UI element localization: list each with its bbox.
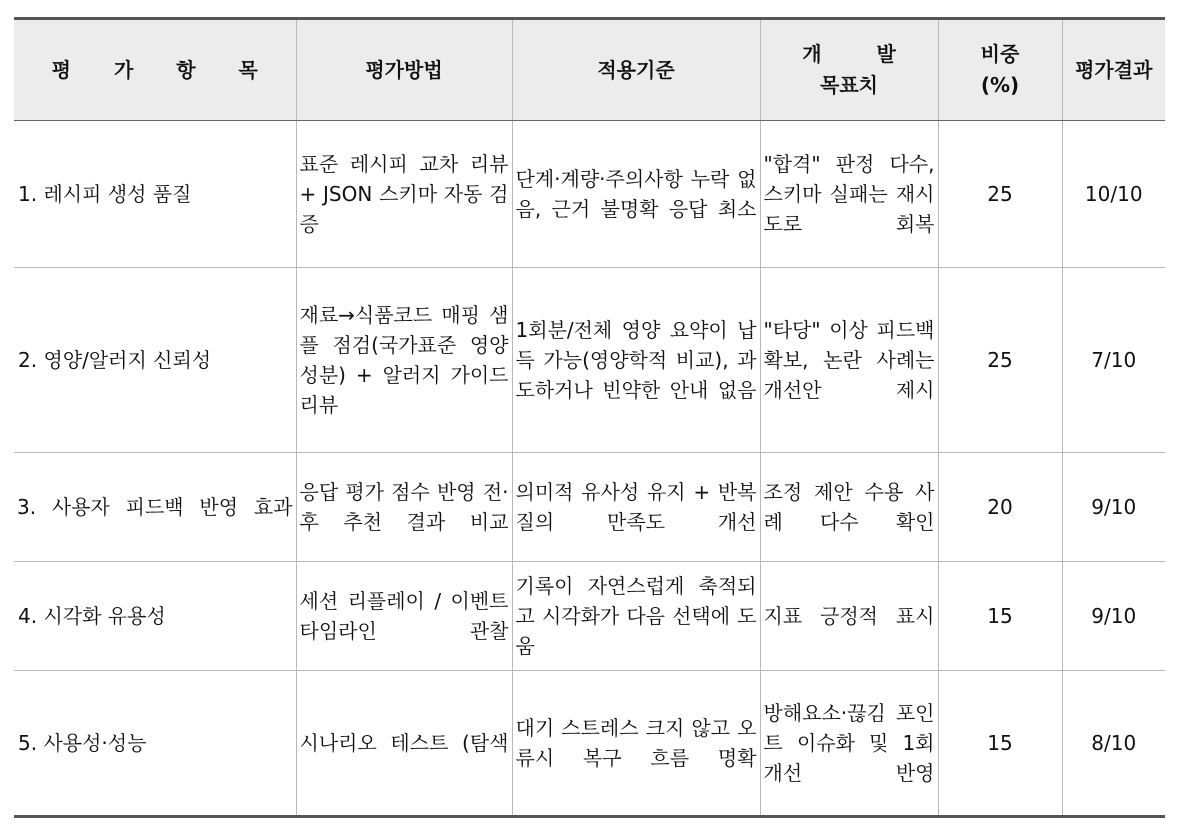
cell-item: 2. 영양/알러지 신뢰성	[14, 268, 296, 453]
cell-criteria: 의미적 유사성 유지 + 반복 질의 만족도 개선	[512, 453, 760, 562]
cell-method: 시나리오 테스트 (탐색	[296, 671, 512, 817]
table-row	[14, 671, 1165, 817]
cell-item: 1. 레시피 생성 품질	[14, 121, 296, 268]
cell-item: 4. 시각화 유용성	[14, 562, 296, 671]
cell-weight: 15	[938, 562, 1062, 671]
cell-method: 재료→식품코드 매핑 샘플 점검(국가표준 영양성분) + 알러지 가이드 리뷰	[296, 268, 512, 453]
cell-method: 응답 평가 점수 반영 전·후 추천 결과 비교	[296, 453, 512, 562]
cell-weight: 25	[938, 268, 1062, 453]
cell-target: 조정 제안 수용 사례 다수 확인	[760, 453, 938, 562]
header-result: 평가결과	[1062, 19, 1165, 121]
evaluation-table	[14, 17, 1165, 818]
cell-criteria: 단계·계량·주의사항 누락 없음, 근거 불명확 응답 최소	[512, 121, 760, 268]
cell-result: 7/10	[1062, 268, 1165, 453]
header-target	[760, 19, 938, 121]
table-row	[14, 562, 1165, 671]
cell-target: "합격" 판정 다수, 스키마 실패는 재시도로 회복	[760, 121, 938, 268]
cell-target: 지표 긍정적 표시	[760, 562, 938, 671]
cell-weight: 15	[938, 671, 1062, 817]
cell-item: 5. 사용성·성능	[14, 671, 296, 817]
evaluation-table-container	[14, 17, 1165, 818]
cell-item: 3. 사용자 피드백 반영 효과	[14, 453, 296, 562]
header-weight-line1: 비중	[980, 42, 1020, 66]
cell-target: "타당" 이상 피드백 확보, 논란 사례는 개선안 제시	[760, 268, 938, 453]
cell-result: 8/10	[1062, 671, 1165, 817]
header-target-line2: 목표치	[820, 73, 878, 97]
header-method: 평가방법	[296, 19, 512, 121]
cell-target: 방해요소·끊김 포인트 이슈화 및 1회 개선 반영	[760, 671, 938, 817]
cell-result: 9/10	[1062, 562, 1165, 671]
header-weight	[938, 19, 1062, 121]
cell-criteria: 대기 스트레스 크지 않고 오류시 복구 흐름 명확	[512, 671, 760, 817]
cell-result: 9/10	[1062, 453, 1165, 562]
cell-weight: 25	[938, 121, 1062, 268]
header-row	[14, 19, 1165, 121]
table-row	[14, 268, 1165, 453]
table-row	[14, 121, 1165, 268]
cell-criteria: 1회분/전체 영양 요약이 납득 가능(영양학적 비교), 과도하거나 빈약한 안내 없음	[512, 268, 760, 453]
header-weight-line2: (%)	[980, 73, 1020, 97]
cell-weight: 20	[938, 453, 1062, 562]
cell-method: 세션 리플레이 / 이벤트 타임라인 관찰	[296, 562, 512, 671]
cell-method: 표준 레시피 교차 리뷰 + JSON 스키마 자동 검증	[296, 121, 512, 268]
header-target-line1: 개 발	[802, 42, 920, 66]
header-criteria: 적용기준	[512, 19, 760, 121]
cell-criteria: 기록이 자연스럽게 축적되고 시각화가 다음 선택에 도움	[512, 562, 760, 671]
table-row	[14, 453, 1165, 562]
header-item: 평 가 항 목	[14, 19, 296, 121]
cell-result: 10/10	[1062, 121, 1165, 268]
